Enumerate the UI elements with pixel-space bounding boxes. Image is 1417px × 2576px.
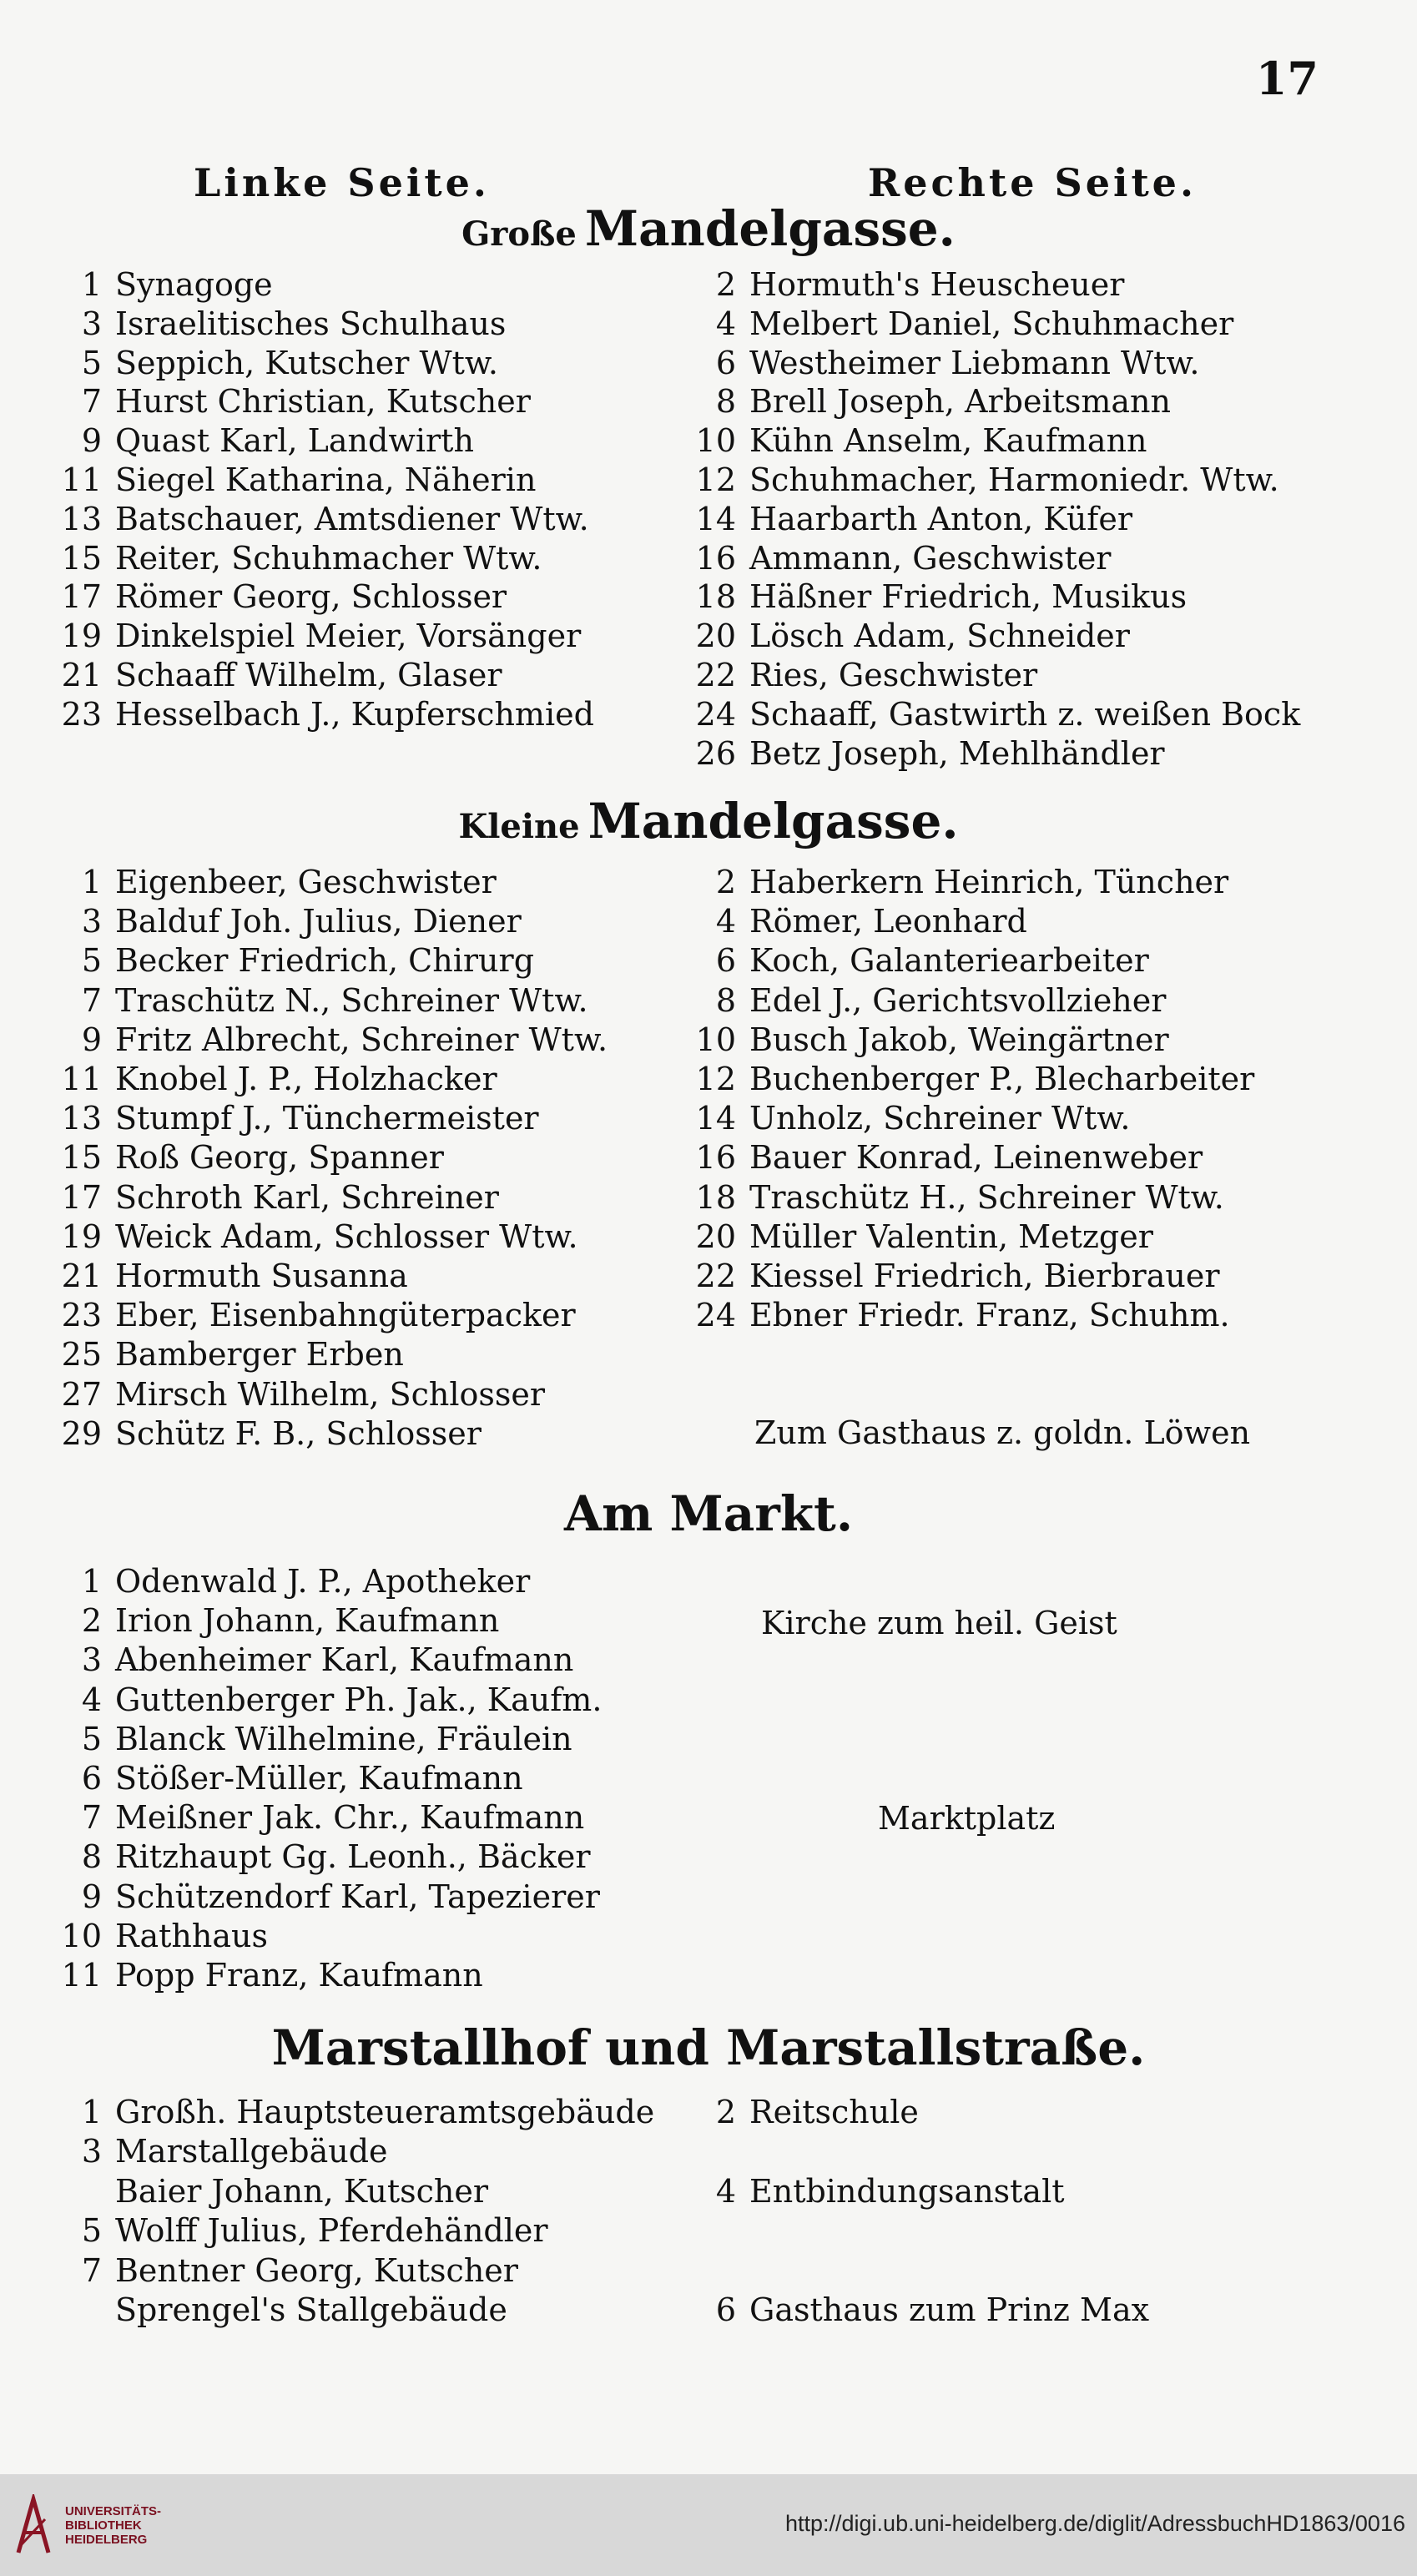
- house-number: 2: [715, 2094, 736, 2130]
- house-number: 17: [61, 1178, 102, 1216]
- footer-bar: [0, 2474, 1417, 2576]
- resident-name: Guttenberger Ph. Jak., Kaufm.: [115, 1681, 603, 1718]
- directory-entry: [50, 1414, 482, 1453]
- resident-name: Betz Joseph, Mehlhändler: [749, 734, 1165, 772]
- directory-entry: [684, 941, 1149, 980]
- directory-entry: [684, 617, 1130, 655]
- house-number: 12: [695, 1061, 736, 1097]
- directory-entry: [684, 421, 1147, 460]
- directory-entry: [684, 577, 1187, 616]
- house-number: 20: [695, 1217, 736, 1255]
- resident-name: Becker Friedrich, Chirurg: [115, 942, 535, 980]
- resident-name: Schaaff, Gastwirth z. weißen Bock: [749, 695, 1301, 733]
- resident-name: Baier Johann, Kutscher: [115, 2172, 489, 2210]
- resident-name: Edel J., Gerichtsvollzieher: [749, 981, 1167, 1019]
- resident-name: Schaaff Wilhelm, Glaser: [115, 657, 502, 693]
- resident-name: Lösch Adam, Schneider: [749, 618, 1130, 655]
- directory-entry: [50, 1335, 404, 1374]
- house-number: 21: [61, 1258, 102, 1294]
- resident-name: Abenheimer Karl, Kaufmann: [115, 1641, 574, 1679]
- directory-entry: [50, 2093, 654, 2131]
- resident-name: Synagoge: [115, 266, 273, 303]
- house-number: 22: [695, 1258, 736, 1294]
- resident-name: Großh. Hauptsteueramtsgebäude: [115, 2094, 655, 2130]
- resident-name: Römer Georg, Schlosser: [115, 578, 507, 616]
- resident-name: Buchenberger P., Blecharbeiter: [749, 1061, 1255, 1097]
- directory-entry: [684, 305, 1233, 343]
- house-number: 19: [61, 618, 102, 655]
- house-number: 24: [695, 695, 736, 733]
- house-number: 7: [81, 2251, 102, 2289]
- resident-name: Entbindungsanstalt: [749, 2172, 1065, 2210]
- resident-name: Kiessel Friedrich, Bierbrauer: [749, 1258, 1220, 1294]
- directory-entry: [50, 2251, 518, 2290]
- house-number: 2: [715, 266, 736, 303]
- section-title-marstallhof: [0, 2019, 1417, 2076]
- library-name-line: HEIDELBERG: [65, 2533, 148, 2547]
- directory-entry: [50, 863, 497, 901]
- resident-name: Schütz F. B., Schlosser: [115, 1414, 482, 1452]
- house-number: 11: [61, 1061, 102, 1097]
- house-number: 21: [61, 657, 102, 693]
- resident-name: Stößer-Müller, Kaufmann: [115, 1760, 523, 1797]
- resident-name: Unholz, Schreiner Wtw.: [749, 1100, 1131, 1137]
- resident-name: Römer, Leonhard: [749, 903, 1027, 940]
- house-number: 3: [81, 305, 102, 342]
- directory-entry: [684, 695, 1300, 733]
- house-number: 11: [61, 1957, 102, 1994]
- directory-entry: [684, 2093, 919, 2131]
- resident-name: Weick Adam, Schlosser Wtw.: [115, 1217, 578, 1255]
- house-number: 8: [715, 383, 736, 421]
- house-number: 16: [695, 1139, 736, 1177]
- house-number: 23: [61, 695, 102, 733]
- resident-name: Meißner Jak. Chr., Kaufmann: [115, 1799, 585, 1837]
- directory-entry: [684, 981, 1166, 1020]
- house-number: 6: [715, 2291, 736, 2328]
- resident-name: Traschütz H., Schreiner Wtw.: [749, 1178, 1224, 1216]
- resident-name: Hormuth's Heuscheuer: [749, 266, 1125, 303]
- directory-entry: [50, 1641, 573, 1679]
- house-number: 5: [81, 344, 102, 381]
- house-number: 11: [61, 461, 102, 498]
- directory-entry: [50, 1798, 584, 1837]
- house-number: 6: [715, 344, 736, 381]
- directory-entry: [684, 902, 1027, 940]
- landmark-kirche: Kirche zum heil. Geist: [761, 1605, 1117, 1641]
- resident-name: Seppich, Kutscher Wtw.: [115, 344, 498, 381]
- directory-entry: [50, 1601, 499, 1640]
- directory-entry: [50, 1837, 591, 1876]
- directory-entry: [50, 1138, 444, 1177]
- resident-name: Koch, Galanteriearbeiter: [749, 942, 1149, 980]
- house-number: 2: [715, 864, 736, 900]
- directory-entry: [684, 1099, 1130, 1137]
- house-number: 18: [695, 1178, 736, 1216]
- resident-name: Haarbarth Anton, Küfer: [749, 500, 1133, 537]
- resident-name: Eigenbeer, Geschwister: [115, 864, 497, 900]
- resident-name: Batschauer, Amtsdiener Wtw.: [115, 500, 589, 537]
- section-prefix: Große: [461, 214, 577, 254]
- resident-name: Israelitisches Schulhaus: [115, 305, 507, 342]
- house-number: 14: [695, 500, 736, 537]
- resident-name: Schützendorf Karl, Tapezierer: [115, 1878, 600, 1915]
- house-number: 14: [695, 1100, 736, 1137]
- house-number: 20: [695, 618, 736, 655]
- university-logo-icon: [15, 2494, 52, 2556]
- source-url[interactable]: http://digi.ub.uni-heidelberg.de/diglit/AdressbuchHD1863/0016: [784, 2511, 1405, 2536]
- resident-name: Mirsch Wilhelm, Schlosser: [115, 1375, 546, 1413]
- directory-entry: [50, 2172, 488, 2211]
- directory-entry: [684, 1060, 1254, 1098]
- directory-entry: [50, 1257, 408, 1295]
- resident-name: Reitschule: [749, 2094, 919, 2130]
- resident-name: Popp Franz, Kaufmann: [115, 1957, 483, 1994]
- house-number: 3: [81, 2133, 102, 2170]
- resident-name: Gasthaus zum Prinz Max: [749, 2291, 1150, 2328]
- directory-entry: [50, 1178, 499, 1217]
- resident-name: Hurst Christian, Kutscher: [115, 383, 531, 421]
- landmark-marktplatz: Marktplatz: [878, 1800, 1056, 1837]
- right-note-goldener-loewe: Zum Gasthaus z. goldn. Löwen: [754, 1414, 1251, 1451]
- directory-entry: [50, 656, 502, 694]
- house-number: 13: [61, 1100, 102, 1137]
- resident-name: Marstallgebäude: [115, 2133, 388, 2170]
- directory-entry: [50, 1296, 576, 1334]
- directory-entry: [684, 1217, 1153, 1256]
- house-number: 4: [715, 2172, 736, 2210]
- house-number: 1: [81, 266, 102, 303]
- resident-name: Eber, Eisenbahngüterpacker: [115, 1297, 576, 1334]
- directory-entry: [50, 902, 522, 940]
- resident-name: Melbert Daniel, Schuhmacher: [749, 305, 1234, 342]
- directory-entry: [684, 539, 1111, 577]
- house-number: 25: [61, 1336, 102, 1374]
- house-number: 10: [695, 1021, 736, 1058]
- directory-entry: [50, 695, 594, 733]
- house-number: 16: [695, 539, 736, 577]
- section-heading: Marstallhof und Marstallstraße.: [271, 2019, 1146, 2076]
- house-number: 15: [61, 539, 102, 577]
- resident-name: Bauer Konrad, Leinenweber: [749, 1139, 1203, 1177]
- directory-entry: [50, 421, 474, 460]
- resident-name: Haberkern Heinrich, Tüncher: [749, 864, 1229, 900]
- directory-entry: [50, 617, 581, 655]
- resident-name: Blanck Wilhelmine, Fräulein: [115, 1720, 572, 1757]
- resident-name: Westheimer Liebmann Wtw.: [749, 344, 1200, 381]
- resident-name: Rathhaus: [115, 1917, 268, 1954]
- resident-name: Ries, Geschwister: [749, 657, 1038, 693]
- house-number: 1: [81, 2094, 102, 2130]
- directory-entry: [50, 500, 589, 538]
- directory-entry: [50, 941, 534, 980]
- directory-entry: [50, 1562, 530, 1601]
- directory-entry: [684, 344, 1199, 382]
- house-number: 23: [61, 1297, 102, 1334]
- house-number: 4: [715, 305, 736, 342]
- resident-name: Bamberger Erben: [115, 1336, 404, 1374]
- directory-entry: [50, 981, 588, 1020]
- house-number: 17: [61, 578, 102, 616]
- resident-name: Fritz Albrecht, Schreiner Wtw.: [115, 1021, 608, 1058]
- resident-name: Quast Karl, Landwirth: [115, 422, 474, 460]
- house-number: 1: [81, 1563, 102, 1600]
- resident-name: Müller Valentin, Metzger: [749, 1217, 1153, 1255]
- section-title-kleine-mandelgasse: [0, 793, 1417, 849]
- library-name-line: BIBLIOTHEK: [65, 2518, 142, 2533]
- house-number: 9: [81, 1878, 102, 1915]
- resident-name: Traschütz N., Schreiner Wtw.: [115, 981, 588, 1019]
- directory-entry: [684, 656, 1037, 694]
- directory-entry: [684, 1178, 1224, 1217]
- house-number: 27: [61, 1375, 102, 1413]
- resident-name: Bentner Georg, Kutscher: [115, 2251, 518, 2289]
- house-number: 2: [81, 1602, 102, 1640]
- directory-entry: [50, 1878, 600, 1916]
- house-number: 26: [695, 734, 736, 772]
- resident-name: Sprengel's Stallgebäude: [115, 2291, 507, 2328]
- resident-name: Balduf Joh. Julius, Diener: [115, 903, 522, 940]
- directory-entry: [684, 1138, 1203, 1177]
- resident-name: Ritzhaupt Gg. Leonh., Bäcker: [115, 1838, 591, 1876]
- directory-entry: [50, 2132, 388, 2170]
- section-title-am-markt: [0, 1485, 1417, 1542]
- house-number: 22: [695, 657, 736, 693]
- resident-name: Reiter, Schuhmacher Wtw.: [115, 539, 542, 577]
- directory-entry: [684, 734, 1165, 773]
- house-number: 10: [695, 422, 736, 460]
- resident-name: Ammann, Geschwister: [749, 539, 1112, 577]
- directory-entry: [50, 539, 542, 577]
- directory-entry: [684, 1257, 1220, 1295]
- house-number: 6: [715, 942, 736, 980]
- house-number: 24: [695, 1297, 736, 1334]
- resident-name: Ebner Friedr. Franz, Schuhm.: [749, 1297, 1230, 1334]
- resident-name: Schroth Karl, Schreiner: [115, 1178, 499, 1216]
- house-number: 18: [695, 578, 736, 616]
- resident-name: Dinkelspiel Meier, Vorsänger: [115, 618, 582, 655]
- house-number: 7: [81, 1799, 102, 1837]
- house-number: 12: [695, 461, 736, 498]
- section-title-grosse-mandelgasse: [0, 200, 1417, 257]
- house-number: 4: [715, 903, 736, 940]
- directory-entry: [50, 1021, 608, 1059]
- house-number: 5: [81, 2212, 102, 2250]
- library-name-line: UNIVERSITÄTS-: [65, 2504, 162, 2518]
- directory-entry: [50, 2291, 507, 2329]
- directory-entry: [50, 265, 273, 304]
- resident-name: Odenwald J. P., Apotheker: [115, 1563, 531, 1600]
- page-number: 17: [1255, 52, 1319, 105]
- house-number: 19: [61, 1217, 102, 1255]
- house-number: 13: [61, 500, 102, 537]
- resident-name: Irion Johann, Kaufmann: [115, 1602, 500, 1640]
- directory-entry: [684, 382, 1171, 421]
- section-heading: Mandelgasse.: [587, 793, 959, 849]
- resident-name: Kühn Anselm, Kaufmann: [749, 422, 1147, 460]
- directory-entry: [684, 1021, 1169, 1059]
- section-heading: Mandelgasse.: [584, 200, 956, 257]
- house-number: 9: [81, 422, 102, 460]
- resident-name: Wolff Julius, Pferdehändler: [115, 2212, 548, 2250]
- directory-entry: [684, 265, 1124, 304]
- house-number: 6: [81, 1760, 102, 1797]
- house-number: 5: [81, 1720, 102, 1757]
- library-name: [65, 2504, 161, 2547]
- directory-entry: [50, 305, 506, 343]
- house-number: 3: [81, 1641, 102, 1679]
- left-side-header: Linke Seite.: [194, 160, 490, 205]
- resident-name: Busch Jakob, Weingärtner: [749, 1021, 1169, 1058]
- directory-entry: [50, 1759, 523, 1797]
- resident-name: Knobel J. P., Holzhacker: [115, 1061, 497, 1097]
- house-number: 5: [81, 942, 102, 980]
- house-number: 7: [81, 383, 102, 421]
- house-number: 8: [715, 981, 736, 1019]
- directory-entry: [50, 1099, 539, 1137]
- directory-entry: [50, 1681, 602, 1719]
- directory-entry: [50, 1956, 483, 1994]
- resident-name: Brell Joseph, Arbeitsmann: [749, 383, 1172, 421]
- directory-entry: [50, 1375, 545, 1414]
- directory-entry: [684, 2291, 1149, 2329]
- resident-name: Stumpf J., Tünchermeister: [115, 1100, 539, 1137]
- resident-name: Hesselbach J., Kupferschmied: [115, 695, 594, 733]
- house-number: 4: [81, 1681, 102, 1718]
- section-prefix: Kleine: [458, 807, 580, 846]
- directory-entry: [684, 1296, 1230, 1334]
- directory-entry: [50, 577, 507, 616]
- directory-entry: [50, 2211, 548, 2250]
- directory-entry: [50, 344, 498, 382]
- house-number: 10: [61, 1917, 102, 1954]
- directory-entry: [50, 1060, 497, 1098]
- directory-entry: [50, 1917, 268, 1955]
- directory-entry: [684, 461, 1279, 499]
- directory-entry: [50, 1217, 578, 1256]
- resident-name: Hormuth Susanna: [115, 1258, 408, 1294]
- house-number: 9: [81, 1021, 102, 1058]
- resident-name: Häßner Friedrich, Musikus: [749, 578, 1188, 616]
- house-number: 15: [61, 1139, 102, 1177]
- directory-entry: [684, 863, 1228, 901]
- directory-entry: [684, 2172, 1065, 2211]
- directory-entry: [684, 500, 1132, 538]
- house-number: 3: [81, 903, 102, 940]
- house-number: 29: [61, 1414, 102, 1452]
- house-number: 8: [81, 1838, 102, 1876]
- resident-name: Siegel Katharina, Näherin: [115, 461, 537, 498]
- right-side-header: Rechte Seite.: [868, 160, 1197, 205]
- directory-entry: [50, 1720, 572, 1758]
- house-number: 7: [81, 981, 102, 1019]
- directory-entry: [50, 461, 536, 499]
- directory-entry: [50, 382, 531, 421]
- resident-name: Schuhmacher, Harmoniedr. Wtw.: [749, 461, 1279, 498]
- resident-name: Roß Georg, Spanner: [115, 1139, 444, 1177]
- section-heading: Am Markt.: [563, 1485, 854, 1542]
- house-number: 1: [81, 864, 102, 900]
